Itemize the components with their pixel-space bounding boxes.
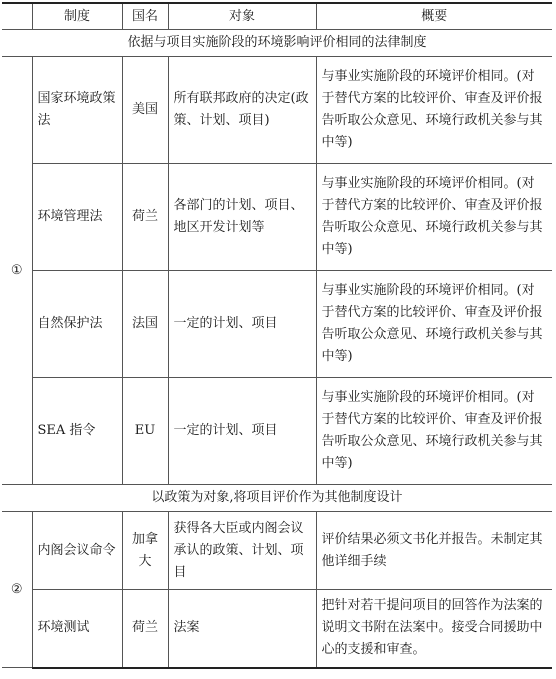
cell-target: 所有联邦政府的决定(政策、计划、项目)	[168, 57, 316, 164]
cell-target: 一定的计划、项目	[168, 271, 316, 378]
cell-system: SEA 指令	[32, 378, 122, 485]
section-index: ②	[2, 512, 32, 668]
header-target: 对象	[168, 3, 316, 30]
cell-summary: 与事业实施阶段的环境评价相同。(对于替代方案的比较评价、审查及评价报告听取公众意见、环境行政机关参与其中等)	[316, 271, 552, 378]
cell-country: 荷兰	[122, 164, 168, 271]
cell-country: EU	[122, 378, 168, 485]
cell-country: 加拿大	[122, 512, 168, 590]
cell-country: 荷兰	[122, 590, 168, 668]
table-row	[2, 164, 552, 271]
cell-summary: 评价结果必须文书化并报告。未制定其他详细手续	[316, 512, 552, 590]
header-country: 国名	[122, 3, 168, 30]
policy-environment-assessment-table	[2, 2, 552, 669]
cell-summary: 与事业实施阶段的环境评价相同。(对于替代方案的比较评价、审查及评价报告听取公众意见、环境行政机关参与其中等)	[316, 57, 552, 164]
header-row	[2, 3, 552, 30]
table-row	[2, 590, 552, 668]
section-index: ①	[2, 57, 32, 485]
header-system: 制度	[32, 3, 122, 30]
cell-summary: 把针对若干提问项目的回答作为法案的说明文书附在法案中。接受合同援助中心的支援和审查。	[316, 590, 552, 668]
cell-country: 美国	[122, 57, 168, 164]
cell-summary: 与事业实施阶段的环境评价相同。(对于替代方案的比较评价、审查及评价报告听取公众意见、环境行政机关参与其中等)	[316, 164, 552, 271]
header-summary: 概要	[316, 3, 552, 30]
cell-system: 环境管理法	[32, 164, 122, 271]
cell-target: 各部门的计划、项目、地区开发计划等	[168, 164, 316, 271]
cell-system: 内阁会议命令	[32, 512, 122, 590]
cell-summary: 与事业实施阶段的环境评价相同。(对于替代方案的比较评价、审查及评价报告听取公众意见、环境行政机关参与其中等)	[316, 378, 552, 485]
section-title: 依据与项目实施阶段的环境影响评价相同的法律制度	[2, 30, 552, 57]
section-title: 以政策为对象,将项目评价作为其他制度设计	[2, 485, 552, 512]
cell-target: 法案	[168, 590, 316, 668]
table-row	[2, 512, 552, 590]
cell-target: 获得各大臣或内阁会议承认的政策、计划、项目	[168, 512, 316, 590]
table-row	[2, 378, 552, 485]
cell-system: 自然保护法	[32, 271, 122, 378]
table-row	[2, 271, 552, 378]
cell-system: 环境测试	[32, 590, 122, 668]
cell-target: 一定的计划、项目	[168, 378, 316, 485]
cell-country: 法国	[122, 271, 168, 378]
header-index	[2, 3, 32, 30]
cell-system: 国家环境政策法	[32, 57, 122, 164]
table-row	[2, 57, 552, 164]
section-title-row	[2, 30, 552, 57]
section-title-row	[2, 485, 552, 512]
